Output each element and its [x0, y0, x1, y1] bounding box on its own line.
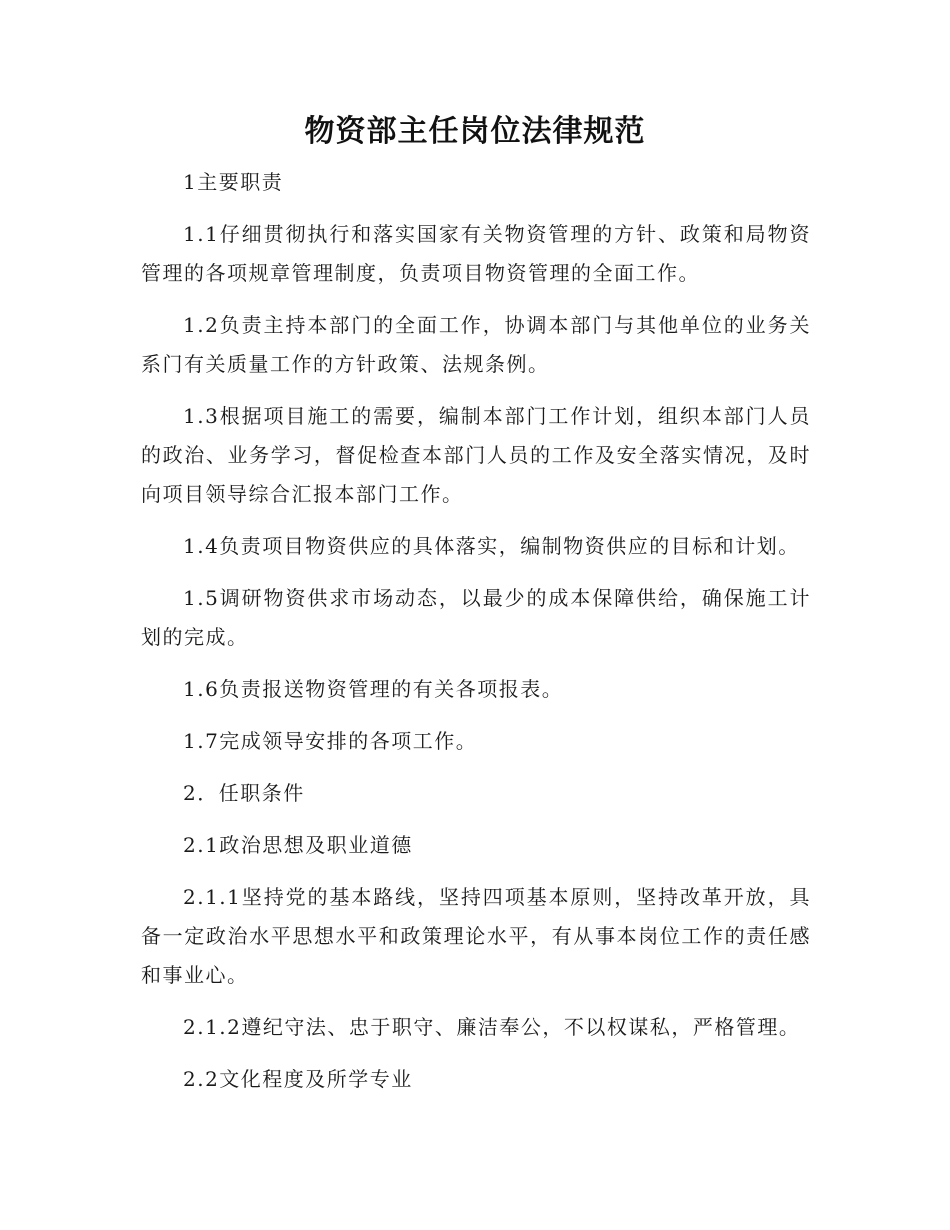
paragraph-1-7: 1.7完成领导安排的各项工作。: [183, 729, 478, 753]
paragraph-2-2: 2.2文化程度及所学专业: [183, 1067, 413, 1091]
paragraph-1-3: 1.3根据项目施工的需要，编制本部门工作计划，组织本部门人员的政治、业务学习，督促检查本部门人员的工作及安全落实情况，及时向项目领导综合汇报本部门工作。: [141, 404, 811, 506]
paragraph-2-1: 2.1政治思想及职业道德: [183, 833, 413, 857]
paragraph-1-1: 1.1仔细贯彻执行和落实国家有关物资管理的方针、政策和局物资管理的各项规章管理制度，负责项目物资管理的全面工作。: [141, 222, 811, 285]
paragraph-section-2: 2．任职条件: [183, 781, 305, 805]
paragraph-1-2: 1.2负责主持本部门的全面工作，协调本部门与其他单位的业务关系门有关质量工作的方针政策、法规条例。: [141, 313, 811, 376]
paragraph-1-5: 1.5调研物资供求市场动态，以最少的成本保障供给，确保施工计划的完成。: [141, 586, 811, 649]
paragraph-2-1-2: 2.1.2遵纪守法、忠于职守、廉洁奉公，不以权谋私，严格管理。: [183, 1015, 801, 1039]
paragraph-section-1: 1主要职责: [183, 170, 284, 194]
paragraph-2-1-1: 2.1.1坚持党的基本路线，坚持四项基本原则，坚持改革开放，具备一定政治水平思想水平和政策理论水平，有从事本岗位工作的责任感和事业心。: [141, 885, 811, 987]
paragraph-1-4: 1.4负责项目物资供应的具体落实，编制物资供应的目标和计划。: [183, 534, 800, 558]
document-title: 物资部主任岗位法律规范: [304, 114, 646, 149]
paragraph-1-6: 1.6负责报送物资管理的有关各项报表。: [183, 677, 564, 701]
document-body: [141, 163, 811, 1112]
